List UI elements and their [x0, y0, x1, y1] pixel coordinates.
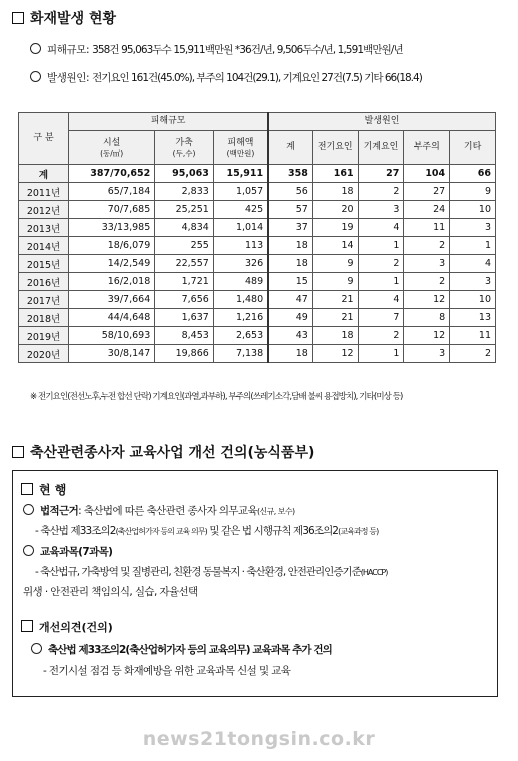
- cell-other: 66: [450, 165, 496, 183]
- cell-facility: 39/7,664: [69, 291, 155, 309]
- col-group-cause: 발생원인: [268, 113, 495, 131]
- cell-amount: 2,653: [213, 327, 268, 345]
- cell-mechanical: 2: [358, 255, 404, 273]
- cell-electric: 14: [312, 237, 358, 255]
- cell-year: 2020년: [19, 345, 69, 363]
- cell-other: 3: [450, 219, 496, 237]
- cell-electric: 21: [312, 309, 358, 327]
- improvement-title: 개선의견(건의): [21, 619, 113, 635]
- col-header-category: 구 분: [19, 113, 69, 165]
- cell-livestock: 8,453: [155, 327, 214, 345]
- cell-other: 4: [450, 255, 496, 273]
- fire-statistics-table: [18, 112, 496, 363]
- cell-amount: 1,480: [213, 291, 268, 309]
- course-subjects-label: 교육과목(7과목): [40, 546, 113, 558]
- cell-careless: 2: [404, 237, 450, 255]
- damage-scale-text: 358건 95,063두수 15,911백만원 *36건/년, 9,506두수/년, 1,591백만원/년: [92, 44, 403, 56]
- improvement-line-1: 축산법 제33조의2(축산업허가자 등의 교육의무) 교육과목 추가 건의: [31, 642, 332, 657]
- col-header-livestock: 가축 (두,수): [155, 131, 214, 165]
- cell-careless: 24: [404, 201, 450, 219]
- col-group-damage: 피해규모: [69, 113, 269, 131]
- circle-bullet-icon: [30, 71, 41, 82]
- cell-amount: 1,216: [213, 309, 268, 327]
- cell-electric: 21: [312, 291, 358, 309]
- cell-livestock: 22,557: [155, 255, 214, 273]
- cell-electric: 18: [312, 327, 358, 345]
- cell-electric: 12: [312, 345, 358, 363]
- current-status-title: 현 행: [21, 481, 66, 498]
- cell-amount: 326: [213, 255, 268, 273]
- col-header-mechanical: 기계요인: [358, 131, 404, 165]
- section2-title-text: 축산관련종사자 교육사업 개선 건의(농식품부): [30, 445, 315, 461]
- col-header-amount: 피해액 (백만원): [213, 131, 268, 165]
- cell-other: 9: [450, 183, 496, 201]
- table-row: [19, 327, 496, 345]
- cell-total: 15: [268, 273, 312, 291]
- section1-title: [12, 8, 116, 28]
- cell-amount: 1,057: [213, 183, 268, 201]
- col-header-total: 계: [268, 131, 312, 165]
- cell-livestock: 2,833: [155, 183, 214, 201]
- cell-facility: 70/7,685: [69, 201, 155, 219]
- cell-other: 13: [450, 309, 496, 327]
- checkbox-square-icon: [12, 446, 24, 458]
- cell-facility: 44/4,648: [69, 309, 155, 327]
- cell-livestock: 7,656: [155, 291, 214, 309]
- legal-basis-line: [23, 503, 294, 518]
- col-header-other: 기타: [450, 131, 496, 165]
- table-row: [19, 183, 496, 201]
- cell-electric: 20: [312, 201, 358, 219]
- cell-mechanical: 3: [358, 201, 404, 219]
- cell-electric: 161: [312, 165, 358, 183]
- improvement-line-2: - 전기시설 점검 등 화재예방을 위한 교육과목 신설 및 교육: [43, 665, 291, 677]
- cell-mechanical: 4: [358, 219, 404, 237]
- cell-total: 18: [268, 237, 312, 255]
- cell-facility: 30/8,147: [69, 345, 155, 363]
- cell-year: 2016년: [19, 273, 69, 291]
- cell-careless: 3: [404, 345, 450, 363]
- cell-mechanical: 1: [358, 273, 404, 291]
- cell-total: 56: [268, 183, 312, 201]
- cell-total: 57: [268, 201, 312, 219]
- table-row: [19, 273, 496, 291]
- cell-facility: 33/13,985: [69, 219, 155, 237]
- table-row: [19, 309, 496, 327]
- circle-bullet-icon: [23, 504, 34, 515]
- cell-mechanical: 1: [358, 237, 404, 255]
- col-header-careless: 부주의: [404, 131, 450, 165]
- cell-mechanical: 7: [358, 309, 404, 327]
- legal-basis-small: (신규, 보수): [257, 507, 295, 516]
- cell-facility: 387/70,652: [69, 165, 155, 183]
- cell-amount: 15,911: [213, 165, 268, 183]
- cell-total: 18: [268, 345, 312, 363]
- cell-other: 10: [450, 201, 496, 219]
- cell-livestock: 19,866: [155, 345, 214, 363]
- table-row: [19, 345, 496, 363]
- cell-careless: 8: [404, 309, 450, 327]
- cell-other: 10: [450, 291, 496, 309]
- cell-year: 2015년: [19, 255, 69, 273]
- cell-year: 2013년: [19, 219, 69, 237]
- cell-amount: 113: [213, 237, 268, 255]
- cell-other: 2: [450, 345, 496, 363]
- cell-facility: 58/10,693: [69, 327, 155, 345]
- cell-mechanical: 27: [358, 165, 404, 183]
- cell-year: 2011년: [19, 183, 69, 201]
- cell-livestock: 1,637: [155, 309, 214, 327]
- cell-electric: 9: [312, 255, 358, 273]
- table-row-total: [19, 165, 496, 183]
- cell-amount: 425: [213, 201, 268, 219]
- table-footnote: ※ 전기요인(전선노후,누전 합선 단락) 기계요인(과열,과부하), 부주의(쓰레기소각,담배 불씨 용접방치), 기타(미상 등): [30, 392, 403, 402]
- cell-careless: 2: [404, 273, 450, 291]
- cell-facility: 18/6,079: [69, 237, 155, 255]
- cause-line: [30, 70, 422, 85]
- cell-year: 2012년: [19, 201, 69, 219]
- table-row: [19, 219, 496, 237]
- cell-year: 2014년: [19, 237, 69, 255]
- cell-livestock: 1,721: [155, 273, 214, 291]
- course-subjects-detail-2: 위생 · 안전관리 책임의식, 실습, 자율선택: [23, 586, 198, 598]
- cell-careless: 12: [404, 327, 450, 345]
- cell-mechanical: 2: [358, 327, 404, 345]
- legal-basis-text: : 축산법에 따른 축산관련 종사자 의무교육: [78, 505, 258, 517]
- cell-electric: 9: [312, 273, 358, 291]
- damage-scale-label: 피해규모:: [47, 44, 90, 56]
- cell-livestock: 255: [155, 237, 214, 255]
- cell-total: 18: [268, 255, 312, 273]
- cell-facility: 65/7,184: [69, 183, 155, 201]
- table-row: [19, 201, 496, 219]
- cell-careless: 11: [404, 219, 450, 237]
- checkbox-square-icon: [21, 620, 33, 632]
- cell-electric: 19: [312, 219, 358, 237]
- circle-bullet-icon: [31, 643, 42, 654]
- cause-text: 전기요인 161건(45.0%), 부주의 104건(29.1), 기계요인 27건(7.5) 기타 66(18.4): [92, 72, 422, 84]
- cell-total: 358: [268, 165, 312, 183]
- cell-facility: 16/2,018: [69, 273, 155, 291]
- cause-label: 발생원인:: [47, 72, 90, 84]
- cell-careless: 12: [404, 291, 450, 309]
- cell-amount: 1,014: [213, 219, 268, 237]
- circle-bullet-icon: [30, 43, 41, 54]
- col-header-electric: 전기요인: [312, 131, 358, 165]
- cell-mechanical: 1: [358, 345, 404, 363]
- table-row: [19, 291, 496, 309]
- watermark: news21tongsin.co.kr: [142, 728, 376, 750]
- cell-livestock: 25,251: [155, 201, 214, 219]
- section1-title-text: 화재발생 현황: [30, 11, 117, 27]
- cell-facility: 14/2,549: [69, 255, 155, 273]
- cell-mechanical: 2: [358, 183, 404, 201]
- course-subjects-line: [23, 544, 112, 559]
- cell-other: 3: [450, 273, 496, 291]
- legal-basis-label: 법적근거: [40, 505, 79, 517]
- table-row: [19, 255, 496, 273]
- cell-total: 49: [268, 309, 312, 327]
- cell-careless: 104: [404, 165, 450, 183]
- cell-year: 2018년: [19, 309, 69, 327]
- section2-title: [12, 442, 314, 462]
- cell-other: 11: [450, 327, 496, 345]
- cell-total: 43: [268, 327, 312, 345]
- cell-careless: 3: [404, 255, 450, 273]
- cell-livestock: 4,834: [155, 219, 214, 237]
- cell-mechanical: 4: [358, 291, 404, 309]
- cell-total: 37: [268, 219, 312, 237]
- checkbox-square-icon: [21, 483, 33, 495]
- proposal-panel: [12, 470, 498, 697]
- cell-amount: 489: [213, 273, 268, 291]
- legal-basis-detail: - 축산법 제33조의2(축산업허가자 등의 교육 의무) 및 같은 법 시행규칙 제36조의2(교육과정 등): [35, 525, 379, 537]
- col-header-facility: 시설 (동/㎡): [69, 131, 155, 165]
- cell-year: 계: [19, 165, 69, 183]
- checkbox-square-icon: [12, 12, 24, 24]
- course-subjects-detail-1: - 축산법규, 가축방역 및 질병관리, 친환경 동물복지 · 축산환경, 안전관리인증기준(HACCP): [35, 566, 388, 578]
- cell-amount: 7,138: [213, 345, 268, 363]
- cell-other: 1: [450, 237, 496, 255]
- cell-careless: 27: [404, 183, 450, 201]
- table-row: [19, 237, 496, 255]
- cell-year: 2017년: [19, 291, 69, 309]
- cell-year: 2019년: [19, 327, 69, 345]
- damage-scale-line: [30, 42, 403, 57]
- cell-total: 47: [268, 291, 312, 309]
- cell-electric: 18: [312, 183, 358, 201]
- circle-bullet-icon: [23, 545, 34, 556]
- cell-livestock: 95,063: [155, 165, 214, 183]
